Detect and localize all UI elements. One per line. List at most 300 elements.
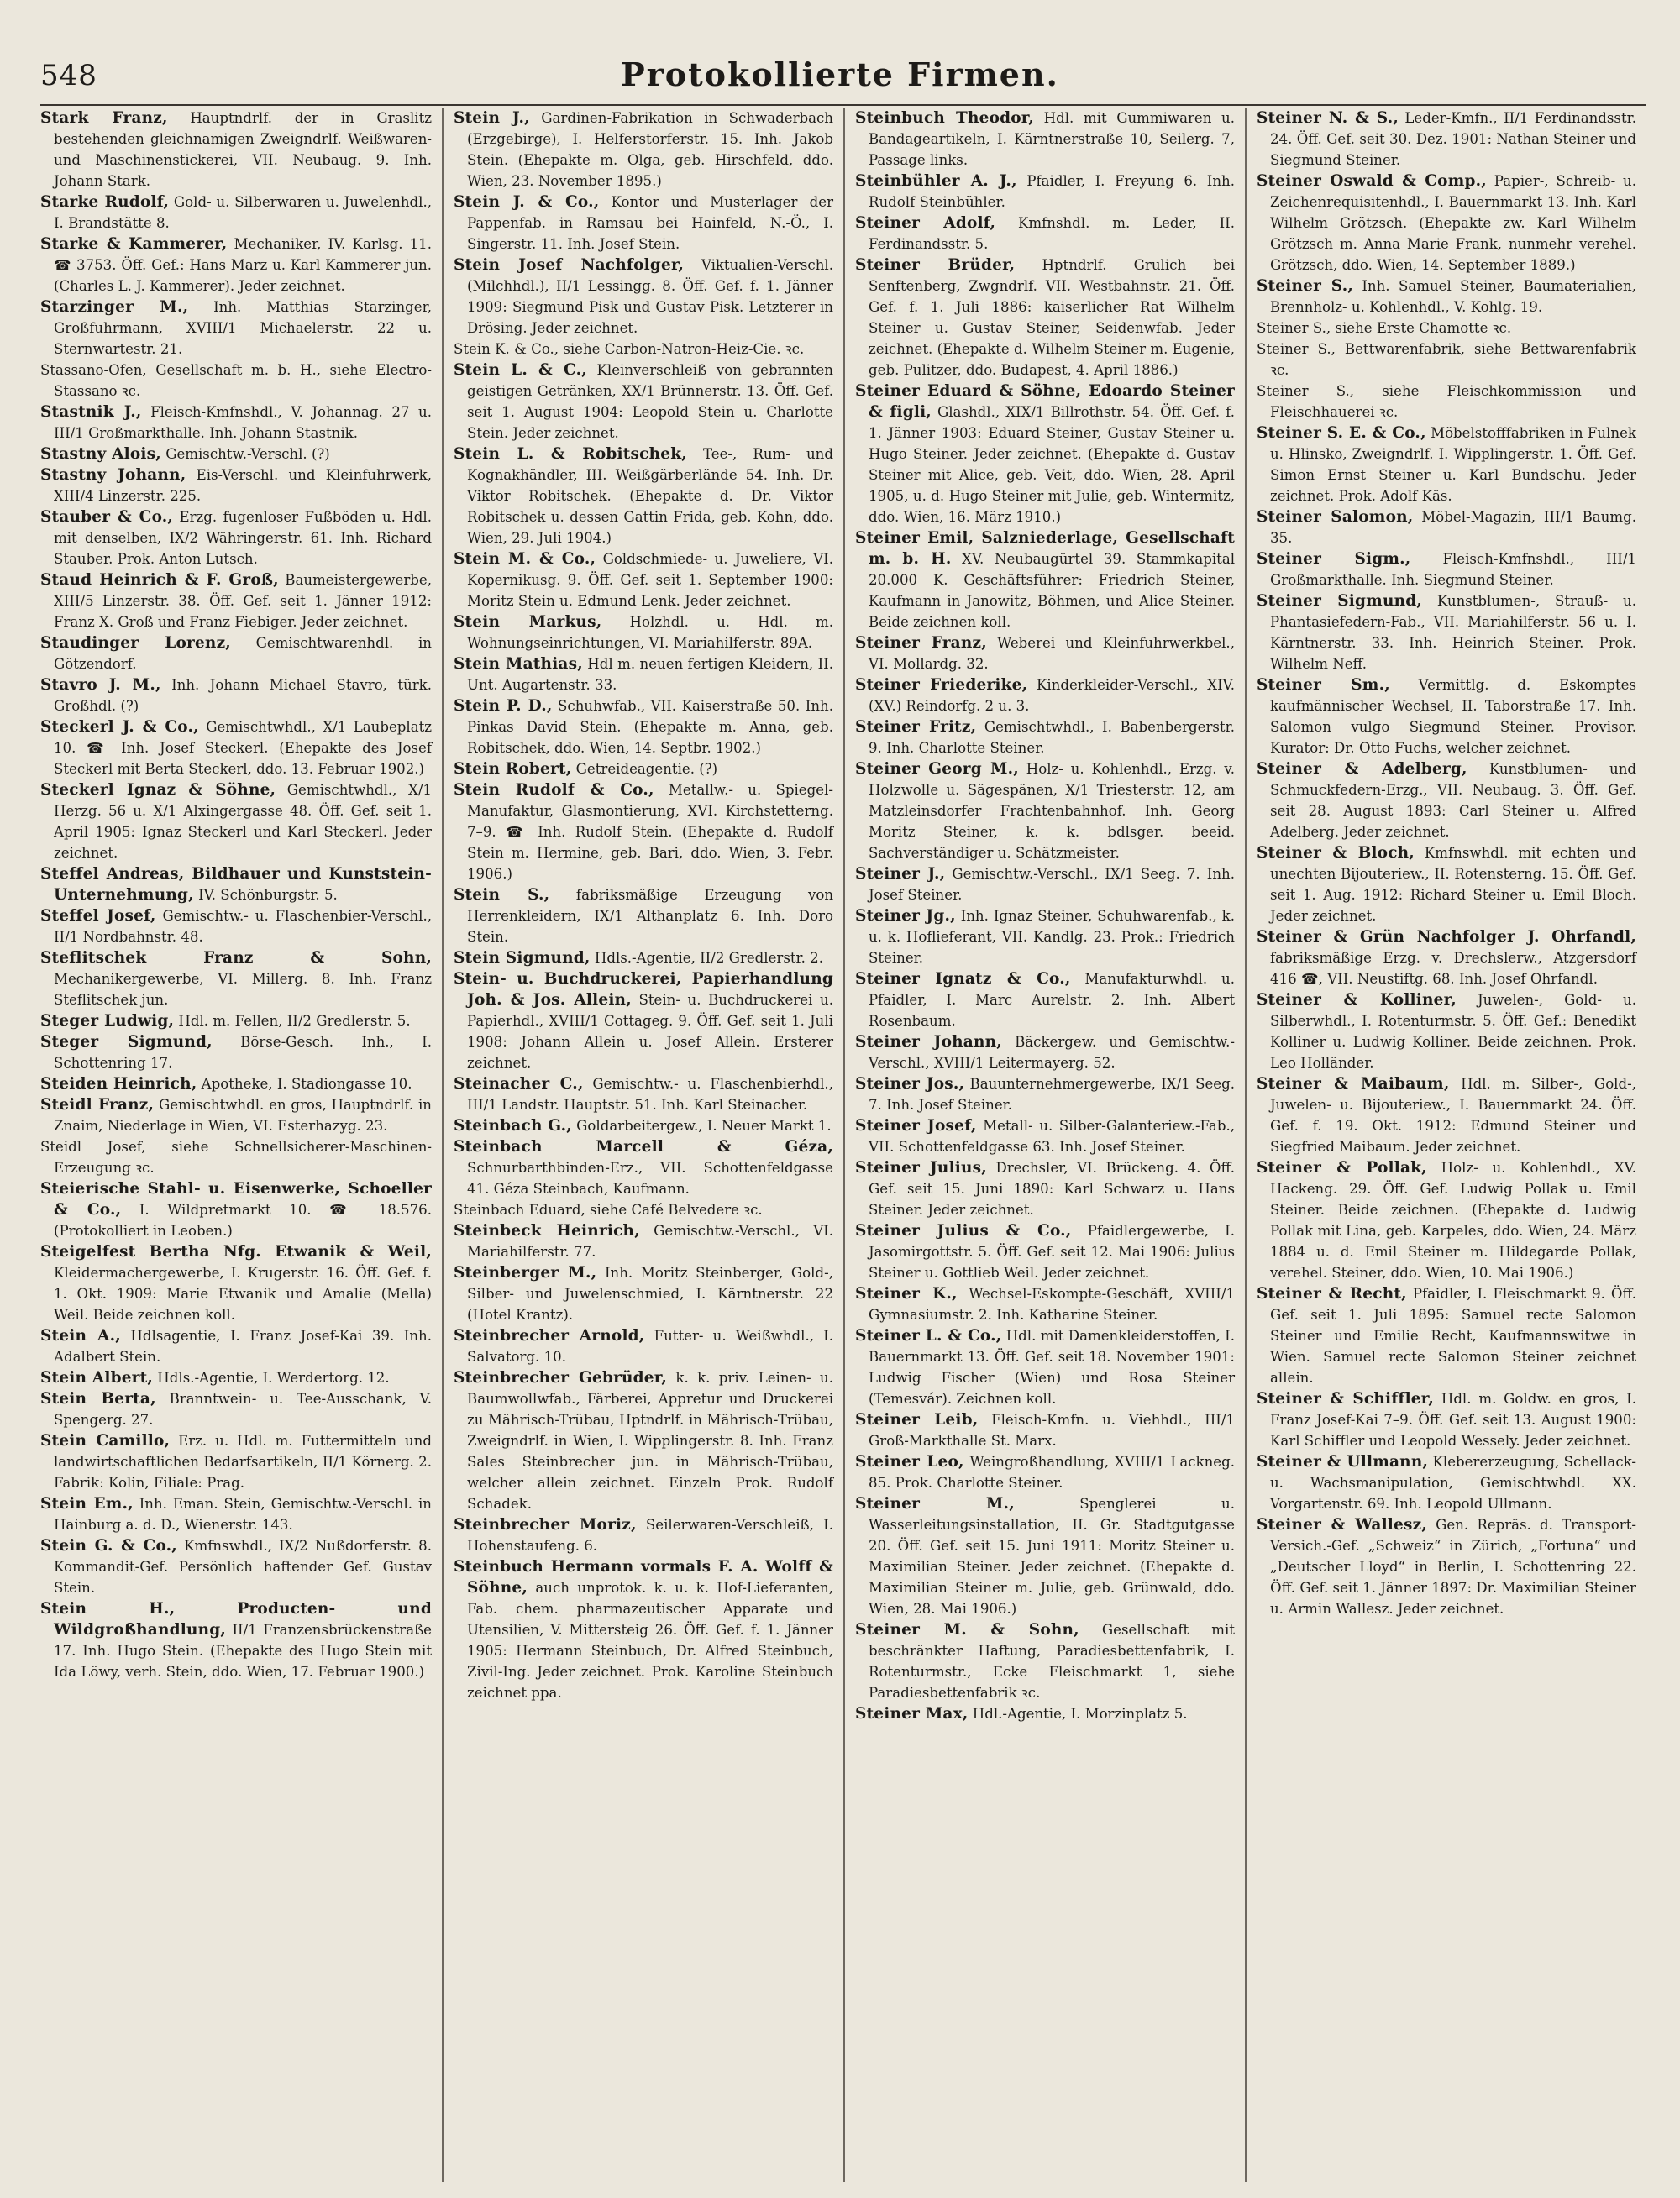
firm-name: Steiner Julius & Co., (855, 1222, 1072, 1240)
firm-name: Steiden Heinrich, (40, 1075, 197, 1093)
firm-details: fabriksmäßige Erzeugung von Herrenkleidern, IX/1 Althanplatz 6. Inh. Doro Stein. (467, 887, 834, 945)
firm-details: Spenglerei u. Wasserleitungsinstallation, II. Gr. Stadtgutgasse 20. Öff. Gef. seit 15. Juni 1911: Moritz Steiner u. Maximilian Steiner. Jeder zeichnet. (Ehepakte d. Maximilian Steiner m. Julie, geb. Grünwald, ddo. Wien, 28. Mai 1906.) (869, 1496, 1236, 1617)
directory-entry (855, 380, 1235, 527)
firm-name: Steiner & Pollak, (1257, 1159, 1427, 1177)
directory-entry (40, 233, 432, 296)
firm-name: Steflitschek Franz & Sohn, (40, 949, 432, 967)
directory-entry (855, 1073, 1235, 1115)
firm-details: Holzhdl. u. Hdl. m. Wohnungseinrichtungen, VI. Mariahilferstr. 89A. (467, 614, 833, 651)
directory-entry (454, 1115, 833, 1136)
firm-details: Gemischtwhdl., I. Babenbergerstr. 9. Inh. Charlotte Steiner. (869, 719, 1235, 756)
firm-details: Hdl. m. Silber-, Gold-, Juwelen- u. Bijouteriew., I. Bauernmarkt 24. Öff. Gef. f. 19. Okt. 1912: Edmund Steiner und Siegfried Maibaum. Jeder zeichnet. (1270, 1076, 1636, 1155)
firm-name: Steiner Josef, (855, 1117, 977, 1135)
firm-details: Kmfnswhdl. mit echten und unechten Bijouteriew., II. Rotensterng. 15. Öff. Gef. seit 1. Aug. 1912: Richard Steiner u. Emil Bloch. Jeder zeichnet. (1270, 845, 1636, 924)
firm-name: Stein Rudolf & Co., (454, 781, 654, 799)
directory-entry (855, 1703, 1235, 1724)
directory-entry (40, 1598, 432, 1682)
directory-entry (454, 758, 833, 779)
firm-details: Pfaidler, I. Freyung 6. Inh. Rudolf Steinbühler. (869, 173, 1236, 210)
directory-entry (40, 1430, 432, 1493)
firm-name: Stein H., Producten- und Wildgroßhandlung, (40, 1600, 432, 1639)
firm-details: Weberei und Kleinfuhrwerkbel., VI. Mollardg. 32. (869, 635, 1235, 672)
directory-entry (40, 1010, 432, 1031)
directory-entry (454, 548, 833, 611)
firm-details: Kmfnshdl. m. Leder, II. Ferdinandsstr. 5. (869, 215, 1235, 252)
directory-entry (40, 1073, 432, 1094)
firm-name: Steiner Franz, (855, 634, 987, 652)
firm-name: Steiner & Ullmann, (1257, 1453, 1429, 1471)
firm-details: Kleidermachergewerbe, I. Krugerstr. 16. Öff. Gef. f. 1. Okt. 1909: Marie Etwanik und Amalie (Mella) Weil. Beide zeichnen koll. (54, 1265, 432, 1323)
firm-details: Glashdl., XIX/1 Billrothstr. 54. Öff. Gef. f. 1. Jänner 1903: Eduard Steiner, Gustav Steiner u. Hugo Steiner. Jeder zeichnet. (Ehepakte d. Gustav Steiner mit Alice, geb. Veit, ddo. Wien, 28. April 1905, u. d. Hugo Steiner mit Julie, geb. Wintermitz, ddo. Wien, 16. März 1910.) (869, 404, 1235, 525)
directory-entry (454, 338, 833, 359)
firm-details: Erz. u. Hdl. m. Futtermitteln und landwirtschaftlichen Bedarfsartikeln, II/1 Körnerg. 2. Fabrik: Kolin, Filiale: Prag. (54, 1433, 432, 1491)
directory-entry (855, 905, 1235, 968)
directory-entry (454, 1220, 833, 1262)
directory-entry (40, 1094, 432, 1136)
firm-details: Gemischtw.-Verschl., VI. Mariahilferstr. 77. (467, 1223, 834, 1260)
directory-entry (454, 254, 833, 338)
firm-name: Stein Josef Nachfolger, (454, 256, 685, 274)
directory-entry (855, 863, 1235, 905)
directory-entry (40, 1535, 432, 1598)
directory-entry (40, 863, 432, 905)
firm-name: Steiner Sigmund, (1257, 592, 1423, 610)
firm-details: Hdl. m. Goldw. en gros, I. Franz Josef-Kai 7–9. Öff. Gef. seit 13. August 1900: Karl Schiffler und Leopold Wessely. Jeder zeichnet. (1270, 1391, 1636, 1449)
directory-entry (454, 1556, 833, 1703)
firm-details: Fleisch-Kmfnshdl., V. Johannag. 27 u. III/1 Großmarkthalle. Inh. Johann Stastnik. (54, 404, 432, 441)
firm-details: Inh. Johann Michael Stavro, türk. Großhdl. (?) (54, 677, 433, 714)
firm-name: Steiner Fritz, (855, 718, 977, 736)
firm-details: Branntwein- u. Tee-Ausschank, V. Spengerg. 27. (54, 1391, 432, 1428)
firm-details: Bäckergew. und Gemischtw.-Verschl., XVIII/1 Leitermayerg. 52. (869, 1034, 1235, 1071)
firm-name: Steiner & Bloch, (1257, 844, 1415, 862)
firm-details: Stassano-Ofen, Gesellschaft m. b. H., siehe Electro-Stassano ꝛc. (40, 362, 432, 399)
firm-name: Steierische Stahl- u. Eisenwerke, Schoeller & Co., (40, 1180, 432, 1219)
firm-details: Börse-Gesch. Inh., I. Schottenring 17. (54, 1034, 432, 1071)
header-rule (40, 104, 1646, 106)
firm-details: Inh. Moritz Steinberger, Gold-, Silber- und Juwelenschmied, I. Kärntnerstr. 22 (Hotel Krantz). (467, 1265, 833, 1323)
directory-entry (454, 968, 833, 1073)
firm-details: Metallw.- u. Spiegel-Manufaktur, Glasmontierung, XVI. Kirchstetterng. 7–9. ☎ Inh. Rudolf Stein. (Ehepakte d. Rudolf Stein m. Hermine, geb. Bari, ddo. Wien, 3. Febr. 1906.) (467, 782, 833, 882)
firm-name: Steiner & Maibaum, (1257, 1075, 1450, 1093)
firm-details: Kunstblumen-, Strauß- u. Phantasiefedern-Fab., VII. Mariahilferstr. 56 u. I. Kärntnerstr. 33. Inh. Heinrich Steiner. Prok. Wilhelm Neff. (1270, 593, 1636, 672)
firm-details: Stein- u. Buchdruckerei u. Papierhdl., XVIII/1 Cottageg. 9. Öff. Gef. seit 1. Juli 1908: Johann Allein u. Josef Allein. Ersterer zeichnet. (467, 992, 833, 1071)
firm-details: Hdlsagentie, I. Franz Josef-Kai 39. Inh. Adalbert Stein. (54, 1328, 432, 1365)
firm-details: Hdl.-Agentie, I. Morzinplatz 5. (972, 1706, 1188, 1722)
firm-name: Starke Rudolf, (40, 193, 170, 211)
firm-details: Wechsel-Eskompte-Geschäft, XVIII/1 Gymnasiumstr. 2. Inh. Katharine Steiner. (869, 1286, 1235, 1323)
directory-entry (40, 359, 432, 401)
firm-details: Papier-, Schreib- u. Zeichenrequisitenhdl., I. Bauernmarkt 13. Inh. Karl Wilhelm Grötzsch. (Ehepakte zw. Karl Wilhelm Grötzsch m. Anna Marie Frank, nunmehr verehel. Grötzsch, ddo. Wien, 14. September 1889.) (1270, 173, 1636, 273)
directory-entry (855, 1493, 1235, 1619)
firm-name: Stein- u. Buchdruckerei, Papierhandlung Joh. & Jos. Allein, (454, 970, 833, 1009)
firm-details: Seilerwaren-Verschleiß, I. Hohenstaufeng. 6. (467, 1517, 833, 1554)
firm-details: Bauunternehmergewerbe, IX/1 Seeg. 7. Inh. Josef Steiner. (869, 1076, 1235, 1113)
firm-name: Stein Albert, (40, 1369, 154, 1387)
directory-entry (855, 1220, 1235, 1283)
firm-name: Steffel Andreas, Bildhauer und Kunststein-Unternehmung, (40, 865, 432, 904)
firm-details: Inh. Eman. Stein, Gemischtw.-Verschl. in Hainburg a. d. D., Wienerstr. 143. (54, 1496, 432, 1533)
firm-name: Steiner Adolf, (855, 214, 996, 232)
firm-name: Steiner Jg., (855, 907, 956, 925)
directory-entry (454, 1262, 833, 1325)
directory-entry (40, 1241, 432, 1325)
directory-entry (1257, 926, 1636, 989)
firm-name: Steiner & Kolliner, (1257, 991, 1457, 1009)
column-4 (1245, 108, 1646, 2182)
firm-details: Hauptndrlf. der in Graslitz bestehenden gleichnamigen Zweigndrlf. Weißwaren- und Maschinenstickerei, VII. Neubaug. 9. Inh. Johann Stark. (54, 110, 433, 189)
directory-entry (1257, 1451, 1636, 1514)
directory-entry (1257, 338, 1636, 380)
directory-entry (1257, 422, 1636, 506)
firm-name: Stark Franz, (40, 109, 168, 127)
firm-details: Gemischtw.-Verschl. (?) (165, 446, 330, 462)
directory-entry (1257, 842, 1636, 926)
directory-entry (855, 1325, 1235, 1409)
directory-entry (40, 569, 432, 632)
directory-entry (855, 1031, 1235, 1073)
firm-details: Schnurbarthbinden-Erz., VII. Schottenfeldgasse 41. Géza Steinbach, Kaufmann. (467, 1160, 833, 1197)
firm-details: Leder-Kmfn., II/1 Ferdinandsstr. 24. Öff. Gef. seit 30. Dez. 1901: Nathan Steiner und Siegmund Steiner. (1270, 110, 1636, 168)
firm-name: Stein Camillo, (40, 1432, 171, 1450)
directory-entry (1257, 548, 1636, 590)
directory-entry (454, 947, 833, 968)
firm-details: Schuhwfab., VII. Kaiserstraße 50. Inh. Pinkas David Stein. (Ehepakte m. Anna, geb. Robitschek, ddo. Wien, 14. Septbr. 1902.) (467, 698, 833, 756)
directory-entry (1257, 674, 1636, 758)
firm-name: Steiner Johann, (855, 1033, 1002, 1051)
firm-details: Gardinen-Fabrikation in Schwaderbach (Erzgebirge), I. Helferstorferstr. 15. Inh. Jakob Stein. (Ehepakte m. Olga, geb. Hirschfeld, ddo. Wien, 23. November 1895.) (467, 110, 833, 189)
firm-details: Klebererzeugung, Schellack- u. Wachsmanipulation, Gemischtwhdl. XX. Vorgartenstr. 69. Inh. Leopold Ullmann. (1270, 1454, 1636, 1512)
directory-entry (454, 1514, 833, 1556)
directory-entry (855, 170, 1235, 212)
directory-entry (1257, 1388, 1636, 1451)
firm-name: Stein P. D., (454, 697, 553, 715)
firm-name: Steger Ludwig, (40, 1012, 175, 1030)
firm-details: Goldarbeitergew., I. Neuer Markt 1. (576, 1118, 832, 1134)
firm-details: Kleinverschleiß von gebrannten geistigen Getränken, XX/1 Brünnerstr. 13. Öff. Gef. seit 1. August 1904: Leopold Stein u. Charlotte Stein. Jeder zeichnet. (467, 362, 833, 441)
directory-entry (454, 695, 833, 758)
firm-details: Pfaidlergewerbe, I. Jasomirgottstr. 5. Öff. Gef. seit 12. Mai 1906: Julius Steiner u. Gottlieb Weil. Jeder zeichnet. (869, 1223, 1235, 1281)
firm-details: Viktualien-Verschl. (Milchhdl.), II/1 Lessingg. 8. Öff. Gef. f. 1. Jänner 1909: Siegmund Pisk und Gustav Pisk. Letzterer in Drösing. Jeder zeichnet. (467, 257, 833, 336)
directory-entry (855, 254, 1235, 380)
firm-details: Pfaidler, I. Fleischmarkt 9. Öff. Gef. seit 1. Juli 1895: Samuel recte Salomon Steiner und Emilie Recht, Kaufmannswitwe in Wien. Samuel recte Salomon Steiner zeichnet allein. (1270, 1286, 1636, 1386)
firm-name: Stein M. & Co., (454, 550, 596, 568)
firm-details: Steinbach Eduard, siehe Café Belvedere ꝛc. (454, 1202, 763, 1218)
directory-entry (454, 1199, 833, 1220)
firm-details: Gemischtwhdl., X/1 Herzg. 56 u. X/1 Alxingergasse 48. Öff. Gef. seit 1. April 1905: Ignaz Steckerl und Karl Steckerl. Jeder zeichnet. (54, 782, 432, 861)
directory-entry (40, 674, 432, 716)
firm-details: IV. Schönburgstr. 5. (198, 887, 338, 903)
firm-name: Steiner & Grün Nachfolger J. Ohrfandl, (1257, 928, 1636, 946)
firm-details: Getreideagentie. (?) (575, 761, 718, 777)
firm-details: Holz- u. Kohlenhdl., Erzg. v. Holzwolle u. Sägespänen, X/1 Triesterstr. 12, am Matzleinsdorfer Frachtenbahnhof. Inh. Georg Moritz Steiner, k. k. bdlsger. beeid. Sachverständiger u. Schätzmeister. (869, 761, 1236, 861)
firm-name: Starzinger M., (40, 298, 189, 316)
directory-entry (40, 1388, 432, 1430)
directory-entry (454, 779, 833, 884)
directory-entry (1257, 108, 1636, 170)
firm-name: Steffel Josef, (40, 907, 156, 925)
firm-name: Staud Heinrich & F. Groß, (40, 571, 279, 589)
firm-name: Steinbrecher Moriz, (454, 1516, 637, 1534)
firm-name: Steinberger M., (454, 1264, 597, 1282)
column-3 (843, 108, 1245, 2182)
directory-entry (1257, 590, 1636, 674)
firm-name: Stastny Johann, (40, 466, 186, 484)
firm-details: Hdls.-Agentie, I. Werdertorg. 12. (157, 1370, 390, 1386)
firm-name: Steiner Leib, (855, 1411, 979, 1429)
firm-name: Stein Markus, (454, 613, 602, 631)
directory-entry (40, 108, 432, 191)
firm-name: Starke & Kammerer, (40, 235, 228, 253)
firm-details: Apotheke, I. Stadiongasse 10. (201, 1076, 412, 1092)
directory-entry (855, 212, 1235, 254)
firm-name: Steiner Leo, (855, 1453, 964, 1471)
directory-entry (1257, 170, 1636, 275)
firm-details: Kunstblumen- und Schmuckfedern-Erzg., VII. Neubaug. 3. Öff. Gef. seit 28. August 1893: Carl Steiner u. Alfred Adelberg. Jeder zeichnet. (1270, 761, 1637, 840)
firm-details: fabriksmäßige Erzg. v. Drechslerw., Atzgersdorf 416 ☎, VII. Neustiftg. 68. Inh. Josef Ohrfandl. (1270, 950, 1636, 987)
firm-details: Drechsler, VI. Brückeng. 4. Öff. Gef. seit 15. Juni 1890: Karl Schwarz u. Hans Steiner. Jeder zeichnet. (869, 1160, 1236, 1218)
firm-name: Steiner M. & Sohn, (855, 1621, 1079, 1639)
firm-details: Stein K. & Co., siehe Carbon-Natron-Heiz-Cie. ꝛc. (454, 341, 805, 357)
directory-entry (40, 443, 432, 464)
firm-details: Möbel-Magazin, III/1 Baumg. 35. (1270, 509, 1636, 546)
firm-name: Steinbuch Hermann vormals F. A. Wolff & Söhne, (454, 1558, 833, 1597)
firm-name: Steiner Brüder, (855, 256, 1016, 274)
firm-details: Gold- u. Silberwaren u. Juwelenhdl., I. Brandstätte 8. (54, 194, 432, 231)
firm-name: Steinbrecher Arnold, (454, 1327, 645, 1345)
firm-name: Steiner Julius, (855, 1159, 987, 1177)
directory-entry (855, 674, 1235, 716)
directory-entry (855, 1409, 1235, 1451)
directory-entry (855, 527, 1235, 632)
directory-entry (40, 1136, 432, 1178)
firm-name: Stastny Alois, (40, 445, 161, 463)
directory-entry (40, 1178, 432, 1241)
firm-details: II/1 Franzensbrückenstraße 17. Inh. Hugo Stein. (Ehepakte des Hugo Stein mit Ida Löwy, verh. Stein, ddo. Wien, 17. Februar 1900.) (54, 1622, 432, 1680)
directory-entry (855, 632, 1235, 674)
directory-entry (855, 968, 1235, 1031)
firm-details: Fleisch-Kmfnshdl., III/1 Großmarkthalle. Inh. Siegmund Steiner. (1270, 551, 1636, 588)
directory-entry (454, 1073, 833, 1115)
firm-name: Steidl Franz, (40, 1096, 155, 1114)
directory-entry (40, 464, 432, 506)
directory-entry (40, 401, 432, 443)
firm-details: Juwelen-, Gold- u. Silberwhdl., I. Rotenturmstr. 5. Öff. Gef.: Benedikt Kolliner u. Ludwig Kolliner. Beide zeichnen. Prok. Leo Holländer. (1270, 992, 1636, 1071)
directory-entry (40, 506, 432, 569)
firm-name: Stauber & Co., (40, 508, 174, 526)
directory-entry (1257, 506, 1636, 548)
firm-details: Manufakturwhdl. u. Pfaidler, I. Marc Aurelstr. 2. Inh. Albert Rosenbaum. (869, 971, 1236, 1029)
firm-details: Gesellschaft mit beschränkter Haftung, Paradiesbettenfabrik, I. Rotenturmstr., Ecke Fleischmarkt 1, siehe Paradiesbettenfabrik ꝛc. (869, 1622, 1235, 1701)
firm-name: Steiner M., (855, 1495, 1015, 1513)
directory-entry (40, 1367, 432, 1388)
firm-details: Steidl Josef, siehe Schnellsicherer-Maschinen-Erzeugung ꝛc. (40, 1139, 432, 1176)
firm-details: Hptndrlf. Grulich bei Senftenberg, Zwgndrlf. VII. Westbahnstr. 21. Öff. Gef. f. 1. Juli 1886: kaiserlicher Rat Wilhelm Steiner u. Gustav Steiner, Seidenwfab. Jeder zeichnet. (Ehepakte d. Wilhelm Steiner m. Eugenie, geb. Pulitzer, ddo. Budapest, 4. April 1886.) (869, 257, 1235, 378)
directory-entry (40, 1325, 432, 1367)
directory-entry (40, 779, 432, 863)
directory-entry (454, 884, 833, 947)
firm-details: XV. Neubaugürtel 39. Stammkapital 20.000 K. Geschäftsführer: Friedrich Steiner, Kaufmann in Janowitz, Böhmen, und Alice Steiner. Beide zeichnen koll. (869, 551, 1236, 630)
directory-entry (1257, 317, 1636, 338)
directory-entry (40, 905, 432, 947)
firm-details: Steiner S., Bettwarenfabrik, siehe Bettwarenfabrik ꝛc. (1257, 341, 1636, 378)
firm-name: Steinbach G., (454, 1117, 572, 1135)
firm-name: Stein J., (454, 109, 530, 127)
firm-details: Hdl. m. Fellen, II/2 Gredlerstr. 5. (178, 1013, 411, 1029)
firm-details: Kontor und Musterlager der Pappenfab. in Ramsau bei Hainfeld, N.-Ö., I. Singerstr. 11. Inh. Josef Stein. (467, 194, 834, 252)
firm-details: I. Wildpretmarkt 10. ☎ 18.576. (Protokolliert in Leoben.) (54, 1202, 432, 1239)
directory-columns (40, 108, 1646, 2182)
firm-details: Erzg. fugenloser Fußböden u. Hdl. mit denselben, IX/2 Währingerstr. 61. Inh. Richard Stauber. Prok. Anton Lutsch. (54, 509, 432, 567)
firm-name: Steiner Max, (855, 1705, 969, 1723)
firm-name: Steger Sigmund, (40, 1033, 213, 1051)
firm-details: Kmfnswhdl., IX/2 Nußdorferstr. 8. Kommandit-Gef. Persönlich haftender Gef. Gustav Stein. (54, 1538, 432, 1596)
firm-name: Steiner Georg M., (855, 760, 1019, 778)
directory-entry (1257, 758, 1636, 842)
firm-name: Steiner Oswald & Comp., (1257, 172, 1487, 190)
page-title: Protokollierte Firmen. (621, 55, 1059, 93)
firm-details: Mechaniker, IV. Karlsg. 11. ☎ 3753. Öff. Gef.: Hans Marz u. Karl Kammerer jun. (Charles L. J. Kammerer). Jeder zeichnet. (54, 236, 432, 294)
directory-entry (1257, 380, 1636, 422)
firm-details: Hdl. mit Gummiwaren u. Bandageartikeln, I. Kärntnerstraße 10, Seilerg. 7, Passage links. (869, 110, 1235, 168)
firm-details: Gemischtwhdl. en gros, Hauptndrlf. in Znaim, Niederlage in Wien, VI. Esterhazyg. 23. (54, 1097, 432, 1134)
directory-entry (40, 191, 432, 233)
firm-name: Steiner & Recht, (1257, 1285, 1407, 1303)
firm-name: Stavro J. M., (40, 676, 161, 694)
firm-name: Steinacher C., (454, 1075, 584, 1093)
firm-name: Stein Robert, (454, 760, 572, 778)
directory-entry (1257, 1283, 1636, 1388)
directory-entry (454, 611, 833, 653)
firm-name: Steiner Eduard & Söhne, Edoardo Steiner & figli, (855, 382, 1235, 421)
firm-name: Steckerl Ignaz & Söhne, (40, 781, 276, 799)
firm-name: Steiner Ignatz & Co., (855, 970, 1071, 988)
firm-details: Gemischtw.-Verschl., IX/1 Seeg. 7. Inh. Josef Steiner. (869, 866, 1235, 903)
firm-name: Steckerl J. & Co., (40, 718, 199, 736)
firm-details: Steiner S., siehe Fleischkommission und Fleischhauerei ꝛc. (1257, 383, 1636, 420)
directory-entry (454, 443, 833, 548)
firm-details: Hdl m. neuen fertigen Kleidern, II. Unt. Augartenstr. 33. (467, 656, 834, 693)
firm-name: Stein J. & Co., (454, 193, 600, 211)
column-2 (442, 108, 843, 2182)
directory-entry (855, 716, 1235, 758)
directory-entry (40, 947, 432, 1010)
firm-name: Steiner Friederike, (855, 676, 1028, 694)
firm-name: Stein L. & C., (454, 361, 587, 379)
directory-entry (40, 1031, 432, 1073)
firm-details: Metall- u. Silber-Galanteriew.-Fab., VII. Schottenfeldgasse 63. Inh. Josef Steiner. (869, 1118, 1235, 1155)
firm-details: Gen. Repräs. d. Transport-Versich.-Gef. „Schweiz“ in Zürich, „Fortuna“ und „Deutscher Lloyd“ in Berlin, I. Schottenring 22. Öff. Gef. seit 1. Jänner 1897: Dr. Maximilian Steiner u. Armin Wallesz. Jeder zeichnet. (1270, 1517, 1636, 1617)
firm-name: Steiner & Wallesz, (1257, 1516, 1427, 1534)
firm-details: Hdl. mit Damenkleiderstoffen, I. Bauernmarkt 13. Öff. Gef. seit 18. November 1901: Ludwig Fischer (Wien) und Rosa Steiner (Temesvár). Zeichnen koll. (869, 1328, 1235, 1407)
firm-name: Steiner Jos., (855, 1075, 965, 1093)
directory-entry (1257, 989, 1636, 1073)
firm-details: Eis-Verschl. und Kleinfuhrwerk, XIII/4 Linzerstr. 225. (54, 467, 432, 504)
firm-details: k. k. priv. Leinen- u. Baumwollwfab., Färberei, Appretur und Druckerei zu Mährisch-Trübau, Hptndrlf. in Mährisch-Trübau, Zweigndrlf. in Wien, I. Wipplingerstr. 8. Inh. Franz Sales Steinbrecher jun. in Mährisch-Trübau, welcher allein zeichnet. Einzeln Prok. Rudolf Schadek. (467, 1370, 833, 1512)
firm-name: Steiner S., (1257, 277, 1353, 295)
firm-name: Steiner S. E. & Co., (1257, 424, 1426, 442)
firm-name: Steiner & Schiffler, (1257, 1390, 1435, 1408)
firm-name: Stein S., (454, 886, 550, 904)
firm-details: Gemischtwarenhdl. in Götzendorf. (54, 635, 432, 672)
firm-details: auch unprotok. k. u. k. Hof-Lieferanten, Fab. chem. pharmazeutischer Apparate und Utensilien, V. Mittersteig 26. Öff. Gef. f. 1. Jänner 1905: Hermann Steinbuch, Dr. Alfred Steinbuch, Zivil-Ing. Jeder zeichnet. Prok. Karoline Steinbuch zeichnet ppa. (467, 1580, 833, 1701)
directory-entry (855, 1619, 1235, 1703)
firm-name: Steiner J., (855, 865, 946, 883)
firm-name: Steinbuch Theodor, (855, 109, 1035, 127)
column-1 (40, 108, 442, 2182)
directory-entry (855, 1157, 1235, 1220)
directory-entry (40, 1493, 432, 1535)
firm-name: Steinbeck Heinrich, (454, 1222, 640, 1240)
directory-entry (40, 632, 432, 674)
firm-name: Steiner & Adelberg, (1257, 760, 1467, 778)
firm-details: Goldschmiede- u. Juweliere, VI. Kopernikusg. 9. Öff. Gef. seit 1. September 1900: Moritz Stein u. Edmund Lenk. Jeder zeichnet. (467, 551, 833, 609)
firm-name: Steinbühler A. J., (855, 172, 1017, 190)
firm-name: Steiner K., (855, 1285, 958, 1303)
firm-name: Stein A., (40, 1327, 121, 1345)
directory-entry (454, 191, 833, 254)
directory-entry (454, 1367, 833, 1514)
firm-name: Stein Em., (40, 1495, 134, 1513)
directory-entry (454, 653, 833, 695)
directory-entry (454, 1325, 833, 1367)
firm-name: Steiner Salomon, (1257, 508, 1414, 526)
firm-details: Inh. Matthias Starzinger, Großfuhrmann, XVIII/1 Michaelerstr. 22 u. Sternwartestr. 21. (54, 299, 432, 357)
firm-name: Steiner Emil, Salzniederlage, Gesellschaft m. b. H. (855, 529, 1235, 568)
directory-entry (1257, 1157, 1636, 1283)
firm-details: Kinderkleider-Verschl., XIV. (XV.) Reindorfg. 2 u. 3. (869, 677, 1236, 714)
firm-name: Stein L. & Robitschek, (454, 445, 687, 463)
firm-name: Steiner Sigm., (1257, 550, 1411, 568)
firm-details: Inh. Ignaz Steiner, Schuhwarenfab., k. u. k. Hoflieferant, VII. Kandlg. 23. Prok.: Friedrich Steiner. (869, 908, 1235, 966)
firm-name: Steiner N. & S., (1257, 109, 1399, 127)
firm-name: Steinbrecher Gebrüder, (454, 1369, 668, 1387)
directory-entry (40, 296, 432, 359)
firm-name: Staudinger Lorenz, (40, 634, 231, 652)
firm-details: Hdls.-Agentie, II/2 Gredlerstr. 2. (594, 950, 824, 966)
firm-details: Mechanikergewerbe, VI. Millerg. 8. Inh. Franz Steflitschek jun. (54, 971, 432, 1008)
firm-details: Inh. Samuel Steiner, Baumaterialien, Brennholz- u. Kohlenhdl., V. Kohlg. 19. (1270, 278, 1636, 315)
firm-name: Steiner Sm., (1257, 676, 1390, 694)
directory-entry (1257, 275, 1636, 317)
directory-entry (855, 1283, 1235, 1325)
directory-entry (855, 1451, 1235, 1493)
directory-entry (1257, 1514, 1636, 1619)
directory-entry (855, 758, 1235, 863)
firm-name: Stein Berta, (40, 1390, 156, 1408)
directory-entry (454, 359, 833, 443)
firm-name: Steinbach Marcell & Géza, (454, 1138, 833, 1156)
directory-entry (454, 108, 833, 191)
firm-details: Gemischtwhdl., X/1 Laubeplatz 10. ☎ Inh. Josef Steckerl. (Ehepakte des Josef Steckerl mit Berta Steckerl, ddo. 13. Februar 1902.) (54, 719, 432, 777)
firm-details: Baumeistergewerbe, XIII/5 Linzerstr. 38. Öff. Gef. seit 1. Jänner 1912: Franz X. Groß und Franz Fiebiger. Jeder zeichnet. (54, 572, 432, 630)
firm-name: Stein Mathias, (454, 655, 583, 673)
firm-details: Möbelstofffabriken in Fulnek u. Hlinsko, Zweigndrlf. I. Wipplingerstr. 1. Öff. Gef. Simon Ernst Steiner u. Karl Bundschu. Jeder zeichnet. Prok. Adolf Käs. (1270, 425, 1636, 504)
firm-name: Stein G. & Co., (40, 1537, 177, 1555)
directory-entry (454, 1136, 833, 1199)
page-number: 548 (40, 59, 97, 92)
firm-details: Steiner S., siehe Erste Chamotte ꝛc. (1257, 320, 1512, 336)
firm-details: Gemischtw.- u. Flaschenbierhdl., III/1 Landstr. Hauptstr. 51. Inh. Karl Steinacher. (467, 1076, 833, 1113)
firm-name: Stastnik J., (40, 403, 142, 421)
firm-details: Tee-, Rum- und Kognakhändler, III. Weißgärberlände 54. Inh. Dr. Viktor Robitschek. (Ehepakte d. Dr. Viktor Robitschek u. dessen Gattin Frida, geb. Kohn, ddo. Wien, 29. Juli 1904.) (467, 446, 833, 546)
directory-entry (855, 1115, 1235, 1157)
firm-details: Weingroßhandlung, XVIII/1 Lackneg. 85. Prok. Charlotte Steiner. (869, 1454, 1235, 1491)
firm-name: Stein Sigmund, (454, 949, 591, 967)
firm-name: Steiner L. & Co., (855, 1327, 1002, 1345)
firm-details: Vermittlg. d. Eskomptes kaufmännischer Wechsel, II. Taborstraße 17. Inh. Salomon vulgo Siegmund Steiner. Provisor. Kurator: Dr. Otto Fuchs, welcher zeichnet. (1270, 677, 1636, 756)
firm-details: Holz- u. Kohlenhdl., XV. Hackeng. 29. Öff. Gef. Ludwig Pollak u. Emil Steiner. Beide zeichnen. (Ehepakte d. Ludwig Pollak mit Lina, geb. Karpeles, ddo. Wien, 24. März 1884 u. d. Emil Steiner m. Hildegarde Pollak, verehel. Steiner, ddo. Wien, 10. Mai 1906.) (1270, 1160, 1636, 1281)
